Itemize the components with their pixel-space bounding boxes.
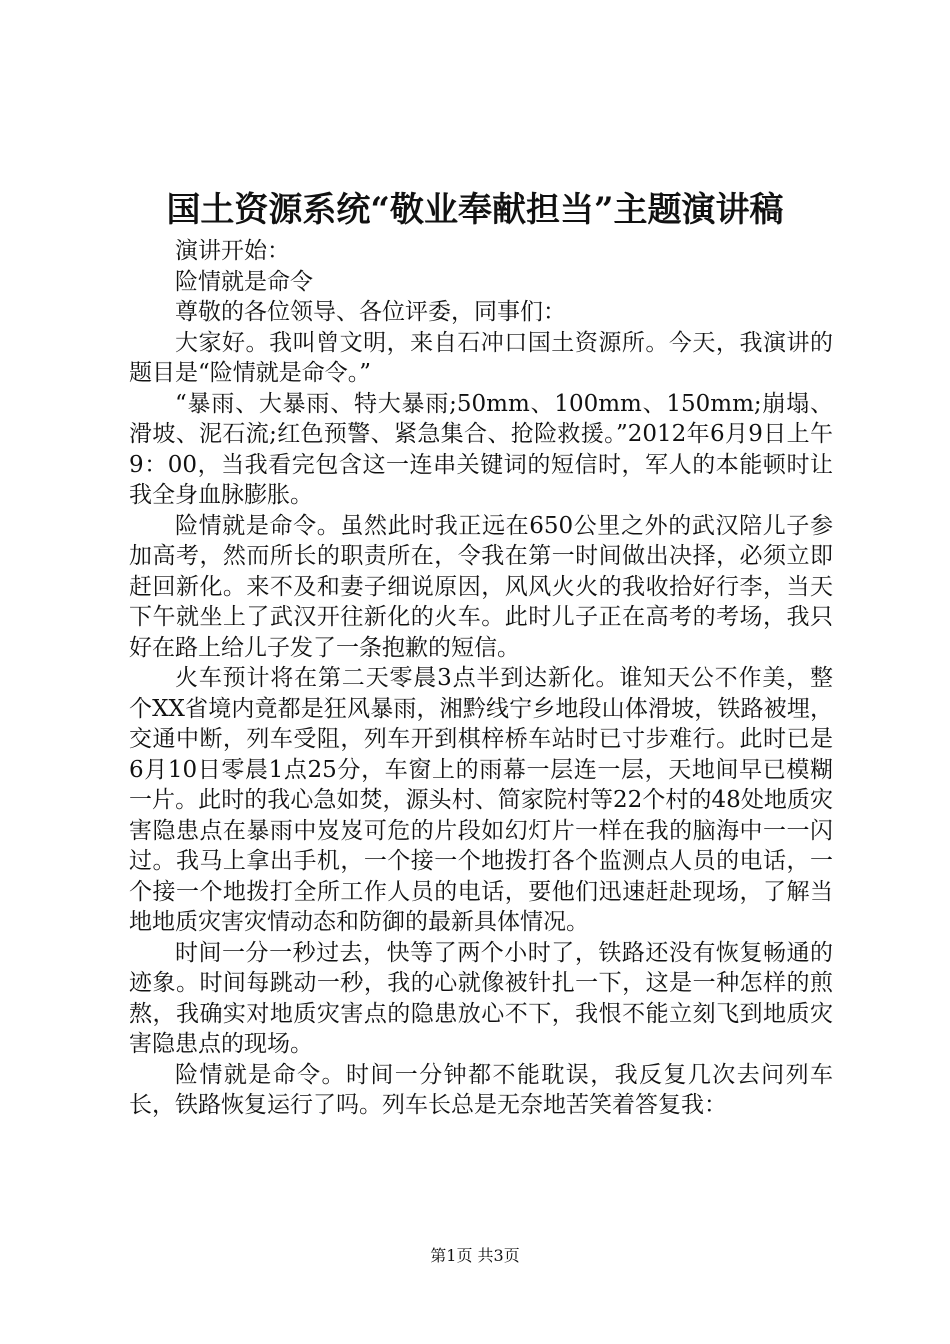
paragraph: 险情就是命令。时间一分钟都不能耽误，我反复几次去问列车长，铁路恢复运行了吗。列车长总是无奈地苦笑着答复我：: [129, 1061, 833, 1118]
document-body: [129, 236, 833, 1121]
paragraph: 时间一分一秒过去，快等了两个小时了，铁路还没有恢复畅通的迹象。时间每跳动一秒，我的心就像被针扎一下，这是一种怎样的煎熬，我确实对地质灾害点的隐患放心不下，我恨不能立刻飞到地质灾害隐患点的现场。: [129, 939, 833, 1057]
document-title: 国土资源系统“敬业奉献担当”主题演讲稿: [166, 190, 784, 230]
page-footer: 第1页 共3页: [430, 1246, 520, 1265]
paragraph: “暴雨、大暴雨、特大暴雨;50mm、100mm、150mm;崩塌、滑坡、泥石流;红色预警、紧急集合、抢险救援。”2012年6月9日上午9：00，当我看完包含这一连串关键词的短信时，军人的本能顿时让我全身血脉膨胀。: [129, 390, 833, 508]
paragraph-subtitle: 险情就是命令: [175, 268, 313, 295]
paragraph-salutation: 尊敬的各位领导、各位评委，同事们：: [175, 299, 566, 325]
paragraph-opening: 演讲开始：: [175, 238, 290, 264]
paragraph: 大家好。我叫曾文明，来自石冲口国土资源所。今天，我演讲的题目是“险情就是命令。”: [129, 329, 833, 386]
paragraph: 险情就是命令。虽然此时我正远在650公里之外的武汉陪儿子参加高考，然而所长的职责所在，令我在第一时间做出决择，必须立即赶回新化。来不及和妻子细说原因，风风火火的我收拾好行李，当天下午就坐上了武汉开往新化的火车。此时儿子正在高考的考场，我只好在路上给儿子发了一条抱歉的短信。: [129, 512, 833, 661]
paragraph: 火车预计将在第二天零晨3点半到达新化。谁知天公不作美，整个XX省境内竟都是狂风暴雨，湘黔线宁乡地段山体滑坡，铁路被埋，交通中断，列车受阻，列车开到棋梓桥车站时已寸步难行。此时已是6月10日零晨1点25分，车窗上的雨幕一层连一层，天地间早已模糊一片。此时的我心急如焚，源头村、简家院村等22个村的48处地质灾害隐患点在暴雨中岌岌可危的片段如幻灯片一样在我的脑海中一一闪过。我马上拿出手机，一个接一个地拨打各个监测点人员的电话，一个接一个地拨打全所工作人员的电话，要他们迅速赶赴现场，了解当地地质灾害灾情动态和防御的最新具体情况。: [129, 665, 833, 935]
